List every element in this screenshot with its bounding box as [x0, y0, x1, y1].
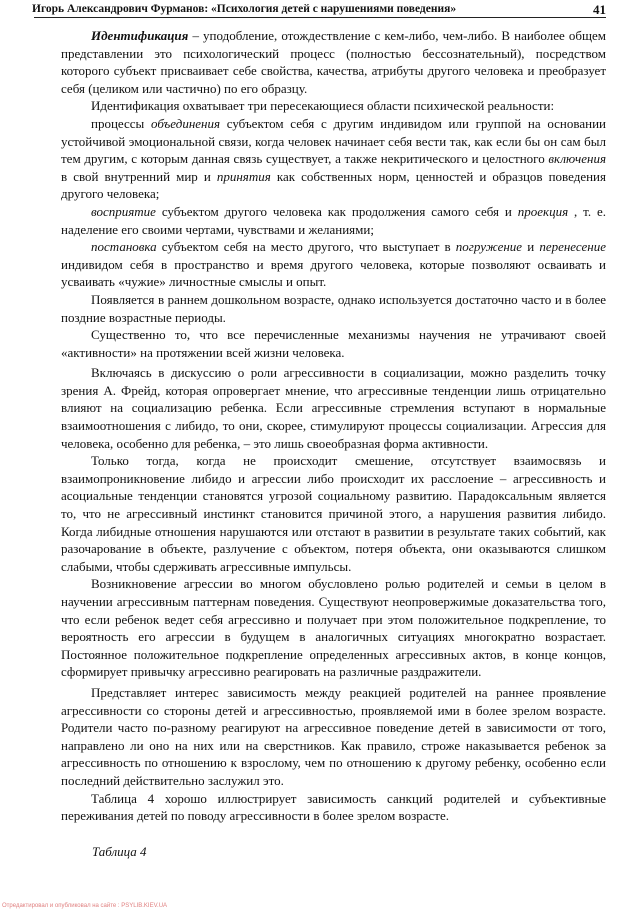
paragraph-identification	[61, 27, 606, 97]
paragraph: Включаясь в дискуссию о роли агрессивности в социализации, можно разделить точку зрения А. Фрейд, которая опровергает мнение, что агрессивные тенденции лишь отрицательно влияют на социализацию ребенка. Если агрессивные стремления вступают в нормальные взаимоотношения с либидо, то они, скорее, стимулируют процессы социализации. Агрессия для человека, особенно для ребенка, – это лишь своеобразная форма активности.	[61, 365, 606, 451]
term-immersion: погружение	[455, 239, 523, 255]
term-unification: объединения	[151, 115, 221, 131]
text-run: в свой внутренний мир и	[61, 168, 217, 184]
paragraph: Таблица 4 хорошо иллюстрирует зависимость санкций родителей и субъективные переживания детей по поводу агрессивности в более зрелом возрасте.	[61, 790, 606, 824]
paragraph-placement	[61, 238, 606, 291]
paragraph: Только тогда, когда не происходит смешение, отсутствует взаимосвязь и взаимопроникновение либидо и агрессии либо происходит их расслоение – агрессивность и асоциальные тенденции становятся угрозой социальному развитию. Парадоксальным является то, что не агрессивный инстинкт становится причиной этого, а нарушения развития либидо. Когда либидные отношения нарушаются или отстают в развитии в результате таких событий, как разочарование в объекте, разлучение с объектом, потеря объекта, они оказываются слишком слабыми, чтобы сдерживать агрессивные импульсы.	[61, 453, 606, 574]
term-transfer: перенесение	[539, 239, 606, 255]
header-rule	[34, 17, 606, 18]
text-run: индивидом себя в пространство и время другого человека, которые позволяют осваивать и усваивать «чужие» личностные смыслы и опыт.	[61, 256, 606, 290]
term-placement: постановка	[91, 239, 157, 255]
paragraph-perception	[61, 203, 606, 238]
text-run: субъектом себя на место другого, что выступает в	[156, 239, 456, 255]
table-caption: Таблица 4	[92, 844, 147, 859]
text-run: , т. е. наделение его своими чертами, чувствами и желаниями;	[61, 203, 606, 237]
text-run: процессы	[91, 115, 151, 131]
term-acceptance: принятия	[216, 168, 271, 184]
main-text	[61, 27, 606, 825]
term-projection: проекция	[517, 203, 569, 219]
paragraph-text: – уподобление, отождествление с кем-либо, чем-либо. В наиболее общем представлении это психологический процесс (полностью бессознательный), посредством которого субъект присваивает себе свойства, качества, атрибуты другого человека и преобразует себя (целиком или частично) по его образцу.	[61, 28, 606, 96]
text-run: субъектом другого человека как продолжения самого себя и	[155, 203, 518, 219]
page-number: 41	[593, 2, 606, 17]
text-run: субъектом себя с другим индивидом или группой на основании устойчивой эмоциональной связи, когда человек начинает себя вести так, как если бы он сам был тем другим, с которым данная связь существует, а также некритического и целостного	[61, 115, 606, 167]
term-inclusion: включения	[548, 151, 606, 167]
footer-watermark: Отредактировал и опубликовал на сайте : PSYLIB.KIEV.UA	[2, 903, 168, 909]
term-identification: Идентификация	[91, 28, 189, 43]
paragraph: Возникновение агрессии во многом обусловлено ролью родителей и семьи в целом в научении агрессивным паттернам поведения. Существуют неопровержимые доказательства того, что если ребенок ведет себя агрессивно и получает при этом положительное подкрепление, то вероятность его агрессии в будущем в аналогичных ситуациях многократно возрастает. Постоянное положительное подкрепление определенных агрессивных актов, в конце концов, сформирует привычку агрессивно реагировать на различные раздражители.	[61, 576, 606, 680]
paragraph-unification	[61, 115, 606, 203]
text-run: и	[522, 239, 540, 255]
paragraph: Появляется в раннем дошкольном возрасте, однако используется достаточно часто и в более поздние возрастные периоды.	[61, 291, 606, 325]
text-run: как собственных норм, ценностей и образцов поведения другого человека;	[61, 168, 606, 202]
paragraph: Идентификация охватывает три пересекающиеся области психической реальности:	[91, 98, 555, 114]
term-perception: восприятие	[91, 203, 156, 219]
paragraph: Представляет интерес зависимость между реакцией родителей на раннее проявление агрессивности со стороны детей и агрессивностью, проявляемой ими в более зрелом возрасте. Родители часто по-разному реагируют на агрессивное поведение детей в зависимости от того, направлено ли оно на них или на сверстников. Как правило, строже наказывается ребенок за агрессивность по отношению к взрослому, чем по отношению к другому ребенку, особенно если последний действительно заслужил это.	[61, 684, 606, 788]
header-title: Игорь Александрович Фурманов: «Психология детей с нарушениями поведения»	[32, 3, 457, 15]
running-header	[32, 2, 606, 18]
paragraph: Существенно то, что все перечисленные механизмы научения не утрачивают своей «активности» на протяжении всей жизни человека.	[61, 327, 606, 360]
